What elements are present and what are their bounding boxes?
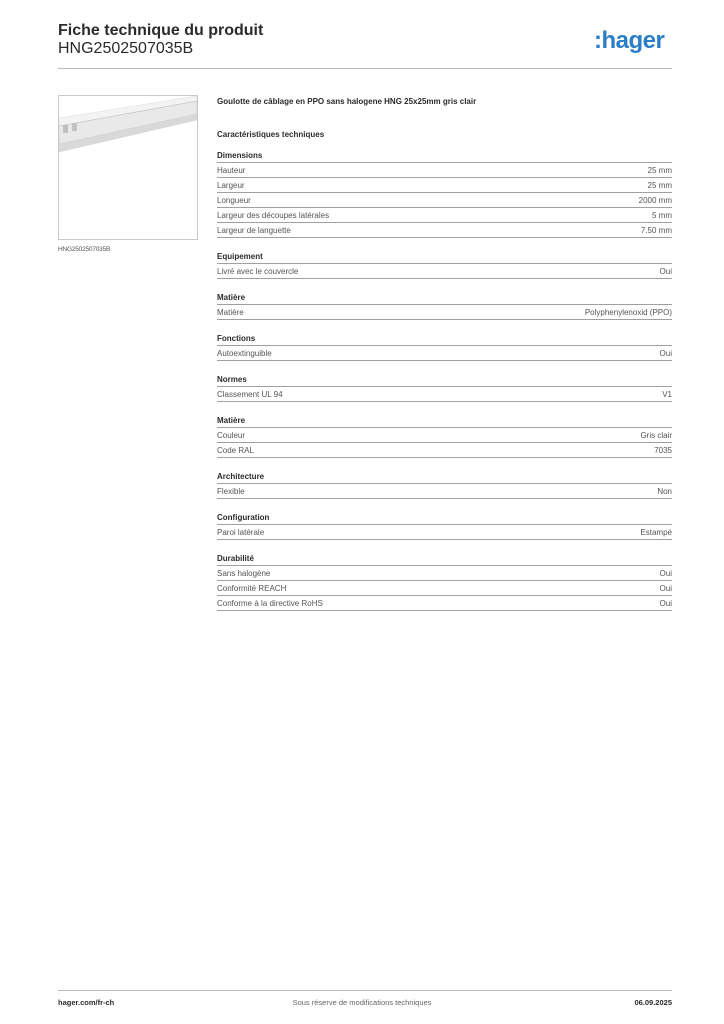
section-heading: Configuration xyxy=(217,513,672,525)
spec-value: Oui xyxy=(659,569,672,578)
section-heading: Matière xyxy=(217,293,672,305)
spec-row xyxy=(217,428,672,443)
spec-label: Largeur de languette xyxy=(217,226,291,235)
section-heading: Normes xyxy=(217,375,672,387)
spec-value: Oui xyxy=(659,584,672,593)
spec-label: Classement UL 94 xyxy=(217,390,283,399)
spec-value: 2000 mm xyxy=(638,196,672,205)
spec-row xyxy=(217,581,672,596)
page-title: Fiche technique du produit xyxy=(58,22,264,39)
spec-sections xyxy=(217,151,672,611)
spec-row xyxy=(217,525,672,540)
image-caption: HNG2502507035B xyxy=(58,246,111,253)
section-architecture xyxy=(217,472,672,499)
product-image xyxy=(58,95,198,240)
spec-label: Couleur xyxy=(217,431,246,440)
spec-value: 7.50 mm xyxy=(640,226,672,235)
section-dimensions xyxy=(217,151,672,238)
spec-content xyxy=(217,97,672,611)
spec-value: 25 mm xyxy=(647,181,672,190)
spec-value: V1 xyxy=(662,390,672,399)
spec-value: Oui xyxy=(659,599,672,608)
cable-duct-image xyxy=(59,96,197,239)
spec-row xyxy=(217,163,672,178)
spec-row xyxy=(217,208,672,223)
spec-value: 25 mm xyxy=(647,166,672,175)
spec-value: Non xyxy=(657,487,672,496)
section-matiere-couleur xyxy=(217,416,672,458)
spec-value: 5 mm xyxy=(652,211,672,220)
spec-title: Caractéristiques techniques xyxy=(217,130,325,139)
section-durabilite xyxy=(217,554,672,611)
spec-label: Sans halogène xyxy=(217,569,271,578)
section-heading: Dimensions xyxy=(217,151,672,163)
spec-value: 7035 xyxy=(654,446,672,455)
spec-label: Autoextinguible xyxy=(217,349,272,358)
spec-label: Paroi latérale xyxy=(217,528,265,537)
spec-label: Longueur xyxy=(217,196,251,205)
spec-row xyxy=(217,387,672,402)
product-reference: HNG2502507035B xyxy=(58,40,194,57)
spec-label: Matière xyxy=(217,308,244,317)
spec-value: Gris clair xyxy=(640,431,672,440)
spec-label: Hauteur xyxy=(217,166,246,175)
spec-value: Polyphenylenoxid (PPO) xyxy=(584,308,672,317)
footer-website-link[interactable]: hager.com/fr-ch xyxy=(58,998,115,1007)
header-divider xyxy=(58,68,672,69)
section-normes xyxy=(217,375,672,402)
spec-row xyxy=(217,223,672,238)
footer-divider xyxy=(58,990,672,991)
product-description: Goulotte de câblage en PPO sans halogene HNG 25x25mm gris clair xyxy=(217,97,477,106)
spec-label: Largeur xyxy=(217,181,245,190)
spec-row xyxy=(217,264,672,279)
section-equipement xyxy=(217,252,672,279)
section-heading: Fonctions xyxy=(217,334,672,346)
spec-value: Oui xyxy=(659,267,672,276)
spec-row xyxy=(217,305,672,320)
section-heading: Equipement xyxy=(217,252,672,264)
spec-row xyxy=(217,443,672,458)
footer-disclaimer: Sous réserve de modifications techniques xyxy=(292,998,432,1007)
section-heading: Matière xyxy=(217,416,672,428)
section-heading: Architecture xyxy=(217,472,672,484)
spec-label: Conforme à la directive RoHS xyxy=(217,599,323,608)
section-fonctions xyxy=(217,334,672,361)
section-matiere xyxy=(217,293,672,320)
spec-value: Oui xyxy=(659,349,672,358)
spec-label: Code RAL xyxy=(217,446,254,455)
hager-logo[interactable]: :hager xyxy=(594,27,665,54)
spec-row xyxy=(217,566,672,581)
spec-row xyxy=(217,346,672,361)
spec-row xyxy=(217,484,672,499)
spec-row xyxy=(217,193,672,208)
spec-label: Conformité REACH xyxy=(217,584,287,593)
spec-label: Flexible xyxy=(217,487,245,496)
spec-row xyxy=(217,178,672,193)
spec-label: Largeur des découpes latérales xyxy=(217,211,330,220)
spec-label: Livré avec le couvercle xyxy=(217,267,299,276)
spec-row xyxy=(217,596,672,611)
section-heading: Durabilité xyxy=(217,554,672,566)
spec-value: Estampé xyxy=(640,528,672,537)
footer-date: 06.09.2025 xyxy=(634,998,672,1007)
section-configuration xyxy=(217,513,672,540)
